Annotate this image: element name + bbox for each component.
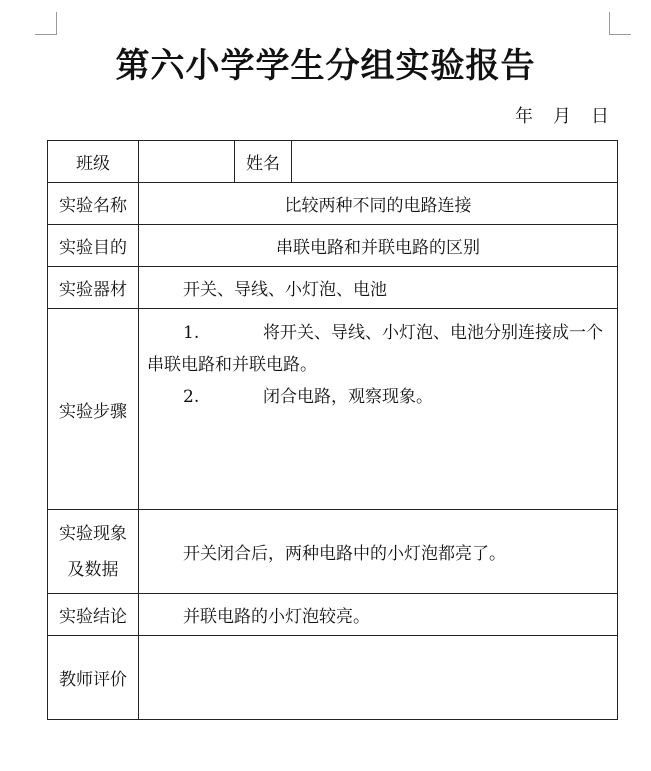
equipment-label: 实验器材 bbox=[48, 267, 139, 309]
row-steps bbox=[48, 309, 618, 510]
step-number: 2. bbox=[183, 387, 200, 407]
corner-mark-top-left bbox=[56, 12, 57, 34]
report-table bbox=[47, 140, 618, 720]
date-day-label: 日 bbox=[591, 106, 609, 127]
step-text: 闭合电路，观察现象。 bbox=[263, 387, 433, 407]
corner-mark-top-right bbox=[609, 12, 610, 34]
class-field[interactable] bbox=[139, 141, 235, 183]
teacher-evaluation-label: 教师评价 bbox=[48, 636, 139, 720]
name-label: 姓名 bbox=[235, 141, 292, 183]
step-number: 1. bbox=[183, 323, 200, 343]
step-item bbox=[147, 381, 611, 413]
experiment-name-label: 实验名称 bbox=[48, 183, 139, 225]
step-text: 将开关、导线、小灯泡、电池分别连接成一个 bbox=[263, 323, 603, 343]
conclusion-label: 实验结论 bbox=[48, 594, 139, 636]
phenomenon-label-line1: 实验现象 bbox=[59, 523, 127, 544]
document-title: 第六小学学生分组实验报告 bbox=[115, 46, 536, 86]
corner-mark-top-right bbox=[609, 34, 631, 35]
name-field[interactable] bbox=[292, 141, 618, 183]
step-item-continuation bbox=[147, 349, 611, 381]
phenomenon-value[interactable]: 开关闭合后，两种电路中的小灯泡都亮了。 bbox=[139, 510, 618, 594]
equipment-value[interactable]: 开关、导线、小灯泡、电池 bbox=[139, 267, 618, 309]
step-text-continuation: 串联电路和并联电路。 bbox=[147, 355, 317, 375]
row-phenomenon bbox=[48, 510, 618, 594]
teacher-evaluation-field[interactable] bbox=[139, 636, 618, 720]
date-year-label: 年 bbox=[515, 106, 533, 127]
purpose-value[interactable]: 串联电路和并联电路的区别 bbox=[139, 225, 618, 267]
row-class-name bbox=[48, 141, 618, 183]
row-equipment bbox=[48, 267, 618, 309]
row-conclusion bbox=[48, 594, 618, 636]
purpose-label: 实验目的 bbox=[48, 225, 139, 267]
row-purpose bbox=[48, 225, 618, 267]
date-month-label: 月 bbox=[553, 106, 571, 127]
row-teacher-evaluation bbox=[48, 636, 618, 720]
step-item bbox=[147, 317, 611, 349]
experiment-name-value[interactable]: 比较两种不同的电路连接 bbox=[139, 183, 618, 225]
conclusion-value[interactable]: 并联电路的小灯泡较亮。 bbox=[139, 594, 618, 636]
steps-label: 实验步骤 bbox=[48, 309, 139, 510]
phenomenon-label-line2: 及数据 bbox=[67, 559, 119, 580]
row-experiment-name bbox=[48, 183, 618, 225]
corner-mark-top-left bbox=[35, 34, 57, 35]
steps-value[interactable] bbox=[139, 309, 618, 510]
class-label: 班级 bbox=[48, 141, 139, 183]
phenomenon-label bbox=[48, 510, 139, 594]
